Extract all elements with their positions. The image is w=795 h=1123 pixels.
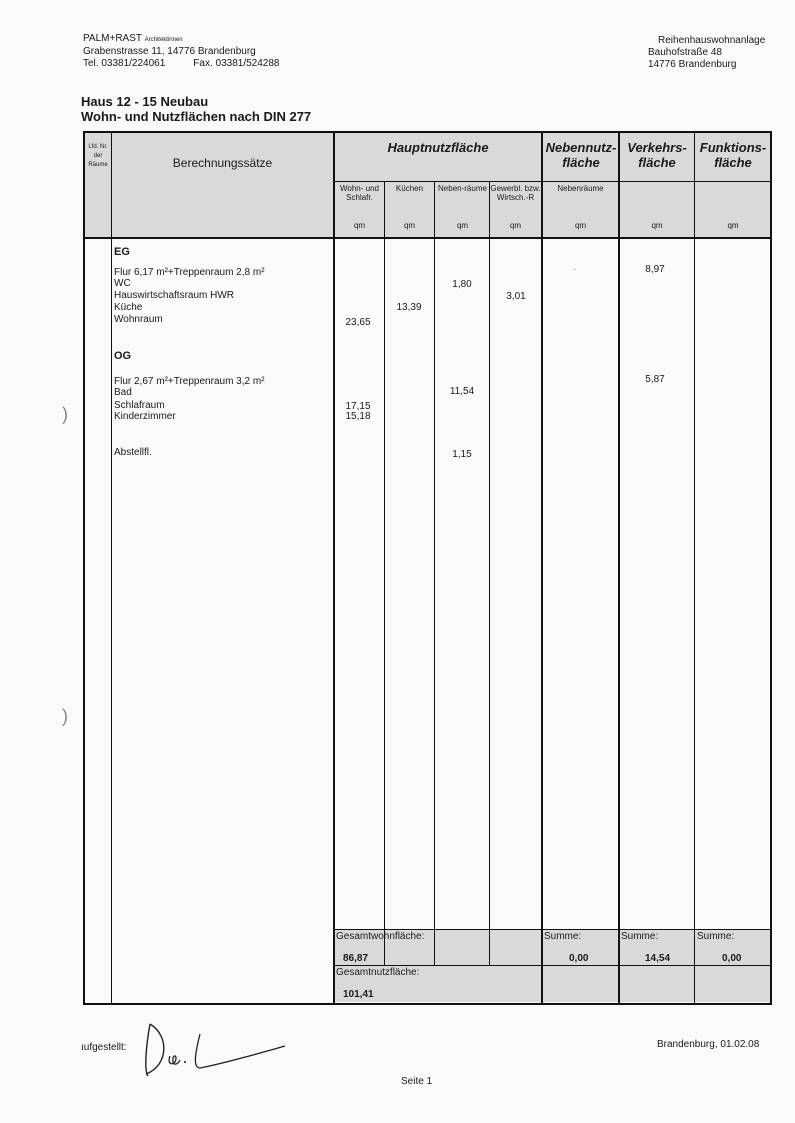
gesamtwohn-label: Gesamtwohnfläche: xyxy=(336,931,425,942)
summe-funktion-label: Summe: xyxy=(697,931,735,942)
summe-neben-value: 0,00 xyxy=(569,953,589,964)
row-wc: WC xyxy=(114,278,131,289)
row-flur-og: Flur 2,67 m²+Treppenraum 3,2 m² xyxy=(114,376,265,387)
signature-image xyxy=(140,1016,290,1086)
firm-tel: Tel. 03381/224061 xyxy=(83,58,166,69)
unit-verkehr: qm xyxy=(651,221,663,230)
project-name: Reihenhauswohnanlage xyxy=(658,35,766,46)
gesamtwohn-value: 86,87 xyxy=(343,953,369,964)
val-wc-neben: 1,80 xyxy=(452,279,472,290)
val-hwr-gewerbl: 3,01 xyxy=(506,291,526,302)
row-flur-eg: Flur 6,17 m²+Treppenraum 2,8 m² xyxy=(114,267,265,278)
val-wohnraum-wohn: 23,65 xyxy=(345,317,371,328)
sub-wohn: Wohn- und Schlafr. xyxy=(340,184,379,202)
unit-nebenraeume: qm xyxy=(574,221,587,230)
gesamtnutz-label: Gesamtnutzfläche: xyxy=(336,967,420,978)
row-bad: Bad xyxy=(114,387,132,398)
col-haupt-header: Hauptnutzfläche xyxy=(387,140,489,155)
row-kinderzimmer: Kinderzimmer xyxy=(114,411,176,422)
row-wohnraum: Wohnraum xyxy=(114,314,163,325)
title-line2: Wohn- und Nutzflächen nach DIN 277 xyxy=(81,109,312,124)
sub-gewerbl: Gewerbl. bzw. Wirtsch.-R xyxy=(490,184,541,202)
unit-wohn: qm xyxy=(353,221,366,230)
firm-address: Grabenstrasse 11, 14776 Brandenburg xyxy=(83,46,256,57)
row-abstell: Abstellfl. xyxy=(114,447,152,458)
col-verkehr-header: Verkehrs-fläche xyxy=(627,140,687,170)
project-street: Bauhofstraße 48 xyxy=(648,47,722,58)
row-kueche: Küche xyxy=(114,302,143,313)
sub-kuechen: Küchen xyxy=(395,184,424,193)
val-schlaf-wohn: 17,15 xyxy=(345,401,371,412)
unit-gewerbl: qm xyxy=(509,221,522,230)
punch-hole-mark: ) xyxy=(62,706,68,726)
project-block xyxy=(648,35,765,71)
sub-nebenr: Neben-räume xyxy=(438,184,487,193)
val-kueche-kuechen: 13,39 xyxy=(396,302,422,313)
project-city: 14776 Brandenburg xyxy=(648,59,737,70)
firm-name: PALM+RAST xyxy=(83,33,142,44)
val-flur-eg-verkehr: 8,97 xyxy=(645,264,665,275)
aufgestellt-label: ıufgestellt: xyxy=(81,1042,127,1053)
gesamtnutz-value: 101,41 xyxy=(343,989,374,1000)
punch-hole-mark: ) xyxy=(62,404,68,424)
section-eg: EG xyxy=(114,246,130,258)
page-title xyxy=(81,94,311,124)
row-hwr: Hauswirtschaftsraum HWR xyxy=(114,290,235,301)
summe-verkehr-value: 14,54 xyxy=(645,953,671,964)
summe-neben-label: Summe: xyxy=(544,931,582,942)
col-calc-header: Berechnungssätze xyxy=(172,156,273,170)
val-flur-og-verkehr: 5,87 xyxy=(645,374,665,385)
firm-suffix: Architektinnen xyxy=(144,37,183,43)
sub-nebenraeume: Nebenräume xyxy=(557,184,604,193)
section-og: OG xyxy=(114,350,132,362)
page-number: Seite 1 xyxy=(401,1076,433,1087)
firm-block xyxy=(83,33,279,70)
val-abstell-neben: 1,15 xyxy=(452,449,472,460)
unit-funktion: qm xyxy=(727,221,739,230)
col-nr-header: Lfd. Nr. der Räume xyxy=(88,144,108,168)
col-neben-header: Nebennutz-fläche xyxy=(545,140,617,170)
summe-verkehr-label: Summe: xyxy=(621,931,659,942)
title-line1: Haus 12 - 15 Neubau xyxy=(81,94,209,109)
unit-nebenr: qm xyxy=(456,221,469,230)
place-date: Brandenburg, 01.02.08 xyxy=(657,1039,760,1050)
val-kinder-wohn: 15,18 xyxy=(345,411,371,422)
unit-kuechen: qm xyxy=(403,221,416,230)
summe-funktion-value: 0,00 xyxy=(722,953,742,964)
firm-fax: Fax. 03381/524288 xyxy=(193,58,280,69)
col-funktion-header: Funktions-fläche xyxy=(699,140,767,170)
val-bad-neben: 11,54 xyxy=(449,386,475,397)
row-schlafraum: Schlafraum xyxy=(114,400,165,411)
tick-mark: · xyxy=(573,264,577,275)
